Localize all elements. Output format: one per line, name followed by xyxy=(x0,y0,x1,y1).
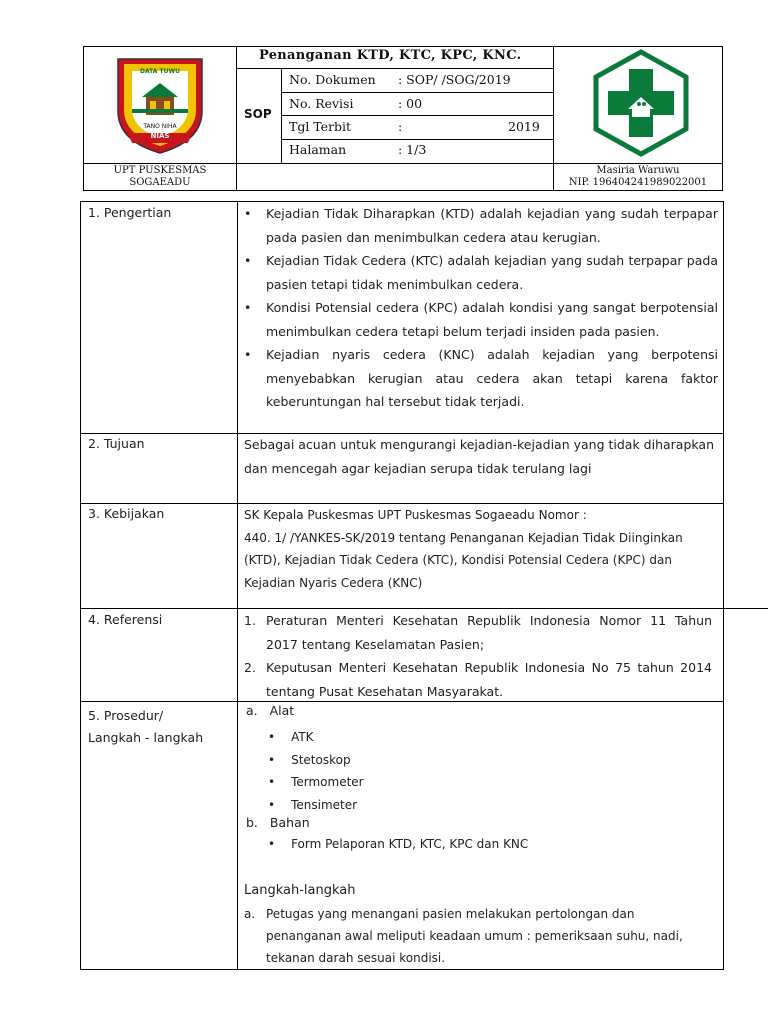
logo-motto-bottom: TANO NIHA xyxy=(143,123,177,130)
kebijakan-line2: 440. 1/ /YANKES-SK/2019 tentang Penanganan Kejadian Tidak Diinginkan (KTD), Kejadian Tidak Cedera (KTC), Kondisi Potensial Cedera (KPC) dan Kejadian Nyaris Cedera (KNC) xyxy=(244,530,683,590)
doc-number-label: No. Dokumen xyxy=(289,72,376,87)
revision-value: : 00 xyxy=(398,96,423,111)
list-number: 1. xyxy=(244,613,256,628)
bullet-icon: • xyxy=(268,730,276,744)
pengertian-item-ktd: Kejadian Tidak Diharapkan (KTD) adalah kejadian yang sudah terpapar pada pasien dan menimbulkan cedera atau kerugian. xyxy=(266,206,718,245)
list-item xyxy=(240,296,718,343)
bullet-icon: • xyxy=(268,797,276,812)
prosedur-label xyxy=(88,705,203,749)
alat-item-stetoskop: Stetoskop xyxy=(291,752,351,767)
tujuan-text: Sebagai acuan untuk mengurangi kejadian-kejadian yang tidak diharapkan dan mencegah agar kejadian serupa tidak terulang lagi xyxy=(244,437,714,476)
bahan-item-form: Form Pelaporan KTD, KTC, KPC dan KNC xyxy=(291,837,529,851)
langkah-item-1: Petugas yang menangani pasien melakukan pertolongan dan penanganan awal meliputi keadaan umum : pemeriksaan suhu, nadi, tekanan darah sesuai kondisi. xyxy=(266,907,683,965)
kebijakan-line1: SK Kepala Puskesmas UPT Puskesmas Sogaeadu Nomor : xyxy=(244,508,587,522)
doc-number-value: : SOP/ /SOG/2019 xyxy=(398,72,511,87)
logo-motto-top: DATA TUWU xyxy=(140,68,180,75)
list-item xyxy=(268,837,528,851)
kebijakan-label: 3. Kebijakan xyxy=(88,506,165,521)
tujuan-label: 2. Tujuan xyxy=(88,436,145,451)
pengertian-item-ktc: Kejadian Tidak Cedera (KTC) adalah kejadian yang sudah terpapar pada pasien tetapi tidak menimbulkan cedera. xyxy=(266,253,718,292)
alat-marker: a. xyxy=(246,703,258,718)
bullet-icon: • xyxy=(244,347,252,362)
list-item xyxy=(240,343,718,414)
alat-heading xyxy=(246,703,294,718)
prosedur-label-line1: 5. Prosedur/ xyxy=(88,708,164,723)
alat-title: Alat xyxy=(269,703,295,718)
prosedur-label-line2: Langkah - langkah xyxy=(88,730,204,745)
list-number: a. xyxy=(244,907,256,921)
bullet-icon: • xyxy=(268,775,276,789)
org-name-line2: SOGAEADU xyxy=(129,177,191,188)
alat-item-tensimeter: Tensimeter xyxy=(291,797,358,812)
referensi-list xyxy=(240,609,712,703)
bullet-icon: • xyxy=(268,752,276,767)
list-item xyxy=(268,749,364,772)
alat-item-termometer: Termometer xyxy=(291,775,364,789)
bullet-icon: • xyxy=(244,253,252,268)
signer-nip: NIP. 196404241989022001 xyxy=(568,177,708,188)
revision-label: No. Revisi xyxy=(289,96,354,111)
alat-item-atk: ATK xyxy=(291,730,314,744)
referensi-item-2: Keputusan Menteri Kesehatan Republik Indonesia No 75 tahun 2014 tentang Pusat Kesehatan Masyarakat. xyxy=(266,660,712,699)
bullet-icon: • xyxy=(244,300,252,315)
pengertian-label: 1. Pengertian xyxy=(88,205,172,220)
pengertian-item-kpc: Kondisi Potensial cedera (KPC) adalah kondisi yang sangat berpotensial menimbulkan cedera tetapi belum terjadi insiden pada pasien. xyxy=(266,300,718,339)
bahan-title: Bahan xyxy=(269,815,310,830)
kabupaten-logo xyxy=(112,53,208,157)
page-value: : 1/3 xyxy=(398,142,427,157)
issue-date-value: 2019 xyxy=(508,119,540,134)
list-item xyxy=(268,771,364,794)
issue-date-colon: : xyxy=(398,119,403,134)
referensi-item-1: Peraturan Menteri Kesehatan Republik Indonesia Nomor 11 Tahun 2017 tentang Keselamatan Pasien; xyxy=(266,613,712,652)
langkah-title: Langkah-langkah xyxy=(244,883,356,898)
list-item xyxy=(240,609,712,656)
document-title: Penanganan KTD, KTC, KPC, KNC. xyxy=(259,48,522,63)
bahan-marker: b. xyxy=(246,815,258,830)
list-item xyxy=(240,903,712,969)
bahan-list xyxy=(268,837,528,851)
bahan-heading xyxy=(246,815,310,830)
signer xyxy=(554,165,722,189)
puskesmas-logo xyxy=(592,49,690,157)
org-name xyxy=(84,165,236,189)
pengertian-item-knc: Kejadian nyaris cedera (KNC) adalah kejadian yang berpotensi menyebabkan kerugian atau cedera akan tetapi karena faktor keberuntungan hal tersebut tidak terjadi. xyxy=(266,347,718,409)
pengertian-list xyxy=(240,202,718,414)
bullet-icon: • xyxy=(244,206,252,221)
langkah-list xyxy=(240,903,712,969)
referensi-label: 4. Referensi xyxy=(88,612,163,627)
list-number: 2. xyxy=(244,660,256,675)
list-item xyxy=(240,249,718,296)
org-name-line1: UPT PUSKESMAS xyxy=(113,165,207,176)
alat-list xyxy=(268,726,364,816)
sop-label: SOP xyxy=(244,107,272,121)
list-item xyxy=(240,656,712,703)
list-item xyxy=(268,726,364,749)
issue-date-label: Tgl Terbit xyxy=(289,119,352,134)
kebijakan-text xyxy=(244,504,720,594)
list-item xyxy=(240,202,718,249)
logo-banner: NIAS xyxy=(150,132,170,140)
page-label: Halaman xyxy=(289,142,347,157)
signer-name: Masiria Waruwu xyxy=(596,165,680,176)
list-item xyxy=(268,794,364,817)
bullet-icon: • xyxy=(268,837,276,851)
